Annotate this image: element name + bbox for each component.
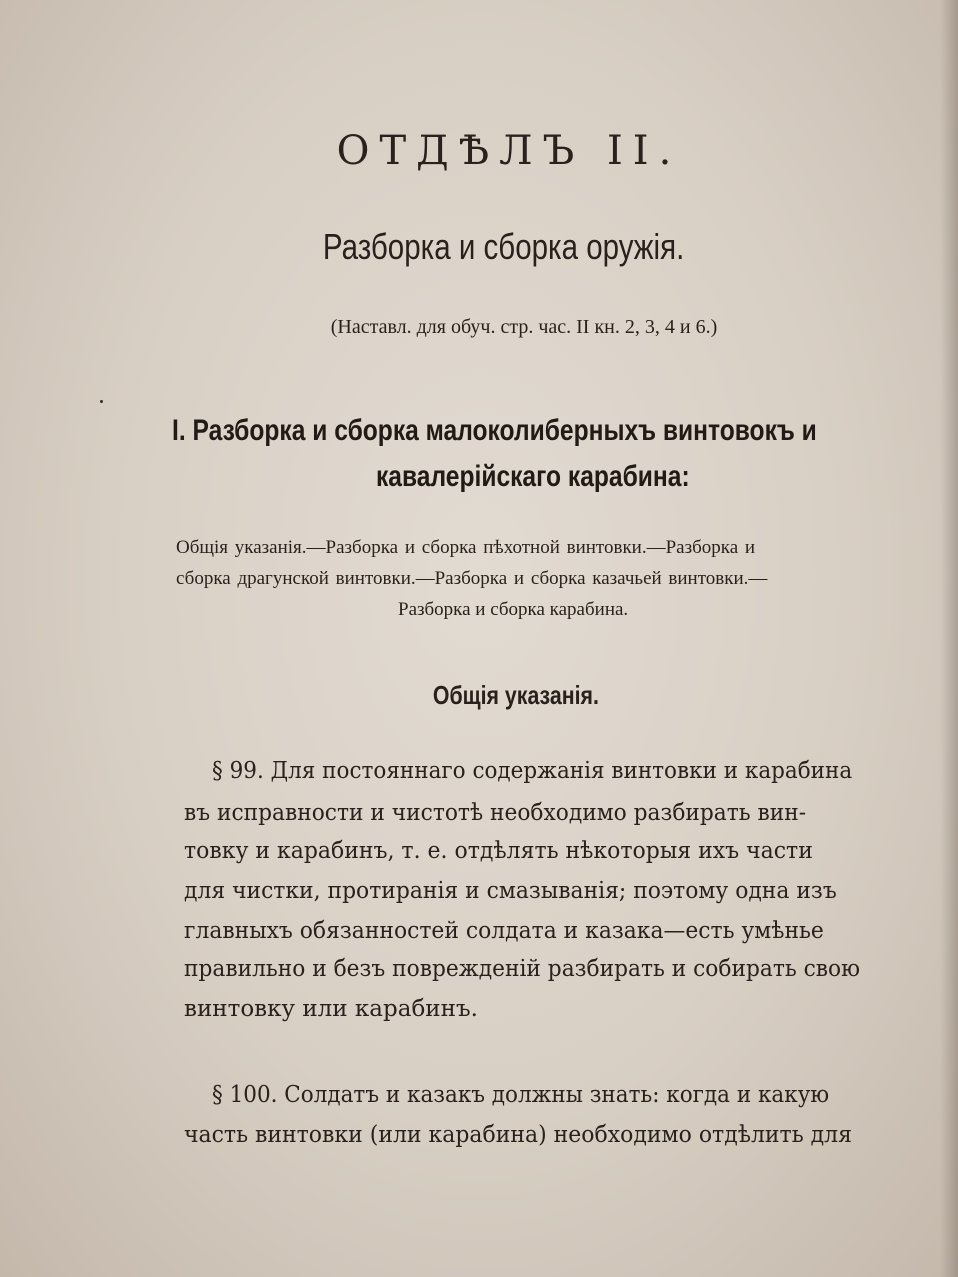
chapter-title: ОТДѢЛЪ II.: [336, 128, 682, 174]
paragraph-99-line: главныхъ обязанностей солдата и казака—есть умѣнье: [184, 918, 824, 944]
paragraph-100-line: § 100. Солдатъ и казакъ должны знать: когда и какую: [212, 1082, 830, 1108]
general-instructions-heading: Общія указанія.: [432, 680, 599, 710]
paragraph-99-line: правильно и безъ поврежденій разбирать и собирать свою: [184, 956, 861, 982]
paper-speck: [100, 400, 103, 403]
page-edge-shadow: [940, 0, 958, 1277]
paragraph-99-line: для чистки, протиранія и смазыванія; поэтому одна изъ: [184, 878, 837, 904]
reference-note: (Наставл. для обуч. стр. час. II кн. 2, 3, 4 и 6.): [330, 316, 718, 338]
contents-line-1: Общія указанія.—Разборка и сборка пѣхотной винтовки.—Разборка и: [176, 537, 756, 558]
contents-line-3: Разборка и сборка карабина.: [398, 599, 629, 620]
paragraph-99-line: § 99. Для постояннаго содержанія винтовки и карабина: [212, 758, 853, 784]
subsection-heading-line-2: кавалерійскаго карабина:: [376, 460, 690, 493]
paragraph-99-line: товку и карабинъ, т. е. отдѣлять нѣкоторыя ихъ части: [184, 838, 813, 864]
paragraph-100-line: часть винтовки (или карабина) необходимо отдѣлить для: [184, 1122, 852, 1148]
section-title: Разборка и сборка оружія.: [322, 226, 685, 267]
contents-line-2: сборка драгунской винтовки.—Разборка и сборка казачьей винтовки.—: [176, 568, 768, 589]
subsection-heading-line-1: I. Разборка и сборка малоколиберныхъ винтовокъ и: [172, 414, 817, 447]
paragraph-99-line: винтовку или карабинъ.: [184, 996, 478, 1022]
paragraph-99-line: въ исправности и чистотѣ необходимо разбирать вин-: [184, 800, 807, 826]
